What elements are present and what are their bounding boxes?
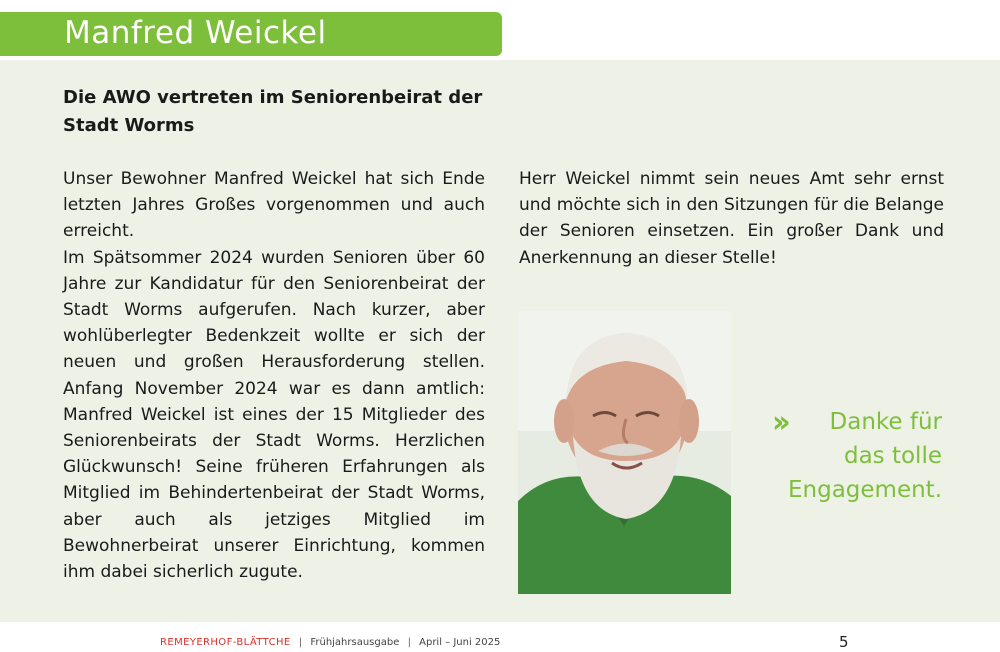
footer [160,637,500,648]
article-paragraph: Im Spätsommer 2024 wurden Senioren über 60 Jahre zur Kandidatur für den Seniorenbeirat der Stadt Worms aufgerufen. Nach kurzer, aber wohlüberlegter Bedenkzeit wollte er sich der neuen und großen Herausforderung stellen. Anfang November 2024 war es dann amtlich: Manfred Weickel ist eines der 15 Mitglieder des Seniorenbeirats der Stadt Worms. Herzlichen Glückwunsch! Seine früheren Erfahrungen als Mitglied im Behindertenbeirat der Stadt Worms, aber auch als jetziges Mitglied im Bewohnerbeirat unserer Einrichtung, kommen ihm dabei sicherlich zugute. [63,247,485,583]
callout-line: Danke für [829,409,942,435]
double-chevron-right-icon: ›› [772,405,785,440]
page-number: 5 [839,633,849,651]
article-right-column [519,166,944,271]
article-paragraph: Unser Bewohner Manfred Weickel hat sich Ende letzten Jahres Großes vorgenommen und auch erreicht. [63,169,485,242]
article-subheading: Die AWO vertreten im Seniorenbeirat der Stadt Worms [63,87,483,136]
footer-brand: REMEYERHOF-BLÄTTCHE [160,637,291,648]
footer-separator: | [298,637,303,648]
footer-period: April – Juni 2025 [419,637,501,648]
portrait-photo [518,311,731,594]
article-left-column [63,166,485,585]
callout-line: Engagement. [787,477,942,503]
callout-quote [770,405,942,507]
callout-line: das tolle [843,443,942,469]
footer-separator: | [407,637,411,648]
article-paragraph: Herr Weickel nimmt sein neues Amt sehr ernst und möchte sich in den Sitzungen für die Belange der Senioren einsetzen. Ein großer Dank und Anerkennung an dieser Stelle! [519,169,944,268]
portrait-illustration [518,311,731,594]
footer-edition: Frühjahrsausgabe [310,637,400,648]
page-title: Manfred Weickel [64,15,327,51]
